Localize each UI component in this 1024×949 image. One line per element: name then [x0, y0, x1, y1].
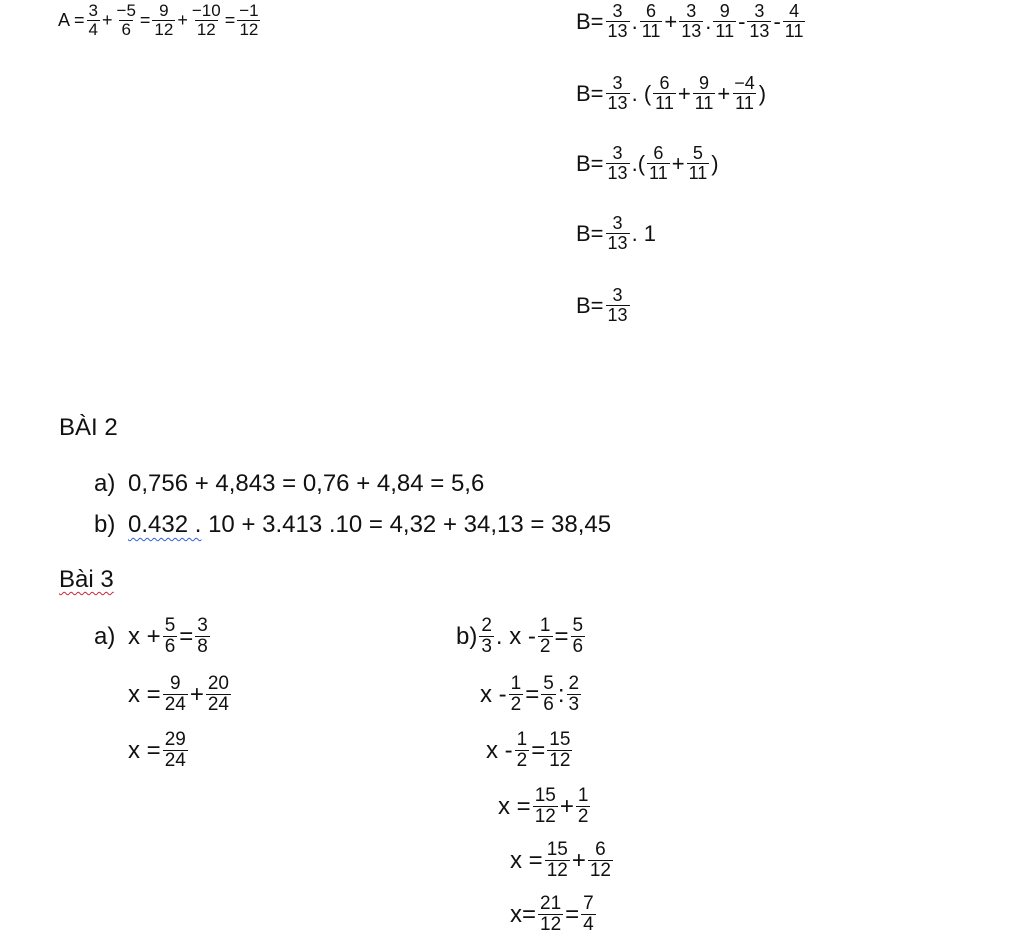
numerator: 5 — [543, 673, 554, 694]
fraction — [679, 2, 703, 42]
variable-text: x = — [128, 680, 161, 708]
variable-text: . x - — [495, 622, 536, 650]
numerator: 4 — [789, 1, 800, 21]
fraction — [163, 674, 188, 716]
denominator: 13 — [607, 92, 628, 113]
operator: + — [677, 80, 691, 106]
numerator: 21 — [540, 893, 562, 914]
bai3-b-line1 — [456, 616, 587, 658]
fraction — [152, 2, 175, 40]
fraction — [163, 616, 178, 658]
equation-b-line3 — [576, 144, 719, 184]
bai3-b-line2 — [480, 674, 583, 716]
bai3-heading — [59, 566, 114, 594]
numerator: 1 — [577, 785, 589, 806]
operator: = — [224, 10, 236, 31]
numerator: 3 — [686, 1, 697, 21]
operator: . — [705, 8, 712, 34]
denominator: 8 — [197, 635, 208, 657]
operator: . — [631, 150, 638, 176]
fraction — [606, 2, 630, 42]
b-prefix: B= — [576, 8, 604, 34]
numerator: 6 — [595, 839, 606, 860]
denominator: 2 — [577, 805, 589, 827]
open-paren: ( — [643, 80, 652, 106]
numerator: 7 — [583, 893, 594, 914]
bai2-item-a — [94, 470, 484, 498]
denominator: 13 — [607, 20, 628, 41]
b-prefix: B= — [576, 150, 604, 176]
numerator: 3 — [88, 1, 98, 20]
item-label: a) — [94, 622, 116, 650]
numerator: 3 — [197, 615, 208, 636]
item-text-underlined: 0.432 . — [128, 511, 202, 538]
a-prefix: A = — [58, 10, 85, 31]
numerator: 15 — [534, 785, 556, 806]
denominator: 11 — [649, 162, 668, 183]
fraction — [163, 730, 188, 772]
operator: + — [559, 792, 574, 820]
item-text: 10 + 3.413 .10 = 4,32 + 34,13 = 38,45 — [201, 511, 612, 538]
fraction — [547, 730, 572, 772]
denominator: 12 — [534, 805, 556, 827]
numerator: 5 — [572, 615, 584, 636]
denominator: 12 — [154, 19, 174, 39]
fraction — [479, 616, 494, 658]
operator: : — [557, 680, 565, 708]
denominator: 13 — [607, 304, 628, 325]
numerator: 5 — [164, 615, 176, 636]
b-prefix: B= — [576, 220, 604, 246]
operator: = — [139, 10, 151, 31]
operator: = — [525, 680, 540, 708]
variable-text: x = — [510, 846, 543, 874]
denominator: 4 — [88, 19, 98, 39]
fraction — [576, 786, 591, 828]
denominator: 6 — [543, 693, 554, 715]
fraction — [115, 2, 138, 40]
numerator: 2 — [481, 615, 492, 636]
bai3-a-line2 — [128, 674, 233, 716]
fraction — [190, 2, 223, 40]
denominator: 4 — [583, 913, 594, 935]
fraction — [567, 674, 582, 716]
operator: + — [189, 680, 204, 708]
fraction — [509, 674, 524, 716]
variable-text: x= — [510, 900, 537, 928]
fraction — [687, 144, 710, 184]
fraction — [195, 616, 210, 658]
fraction — [545, 840, 570, 882]
operator: + — [671, 150, 685, 176]
bai2-item-b — [94, 511, 611, 539]
bai2-heading: BÀI 2 — [59, 414, 118, 441]
fraction — [606, 74, 630, 114]
denominator: 11 — [715, 20, 735, 41]
denominator: 11 — [735, 92, 754, 113]
numerator: 6 — [653, 143, 664, 163]
variable-text: x + — [128, 622, 161, 650]
operator: + — [664, 8, 678, 34]
equation-b-line1 — [576, 2, 807, 42]
denominator: 13 — [607, 232, 628, 253]
denominator: 24 — [164, 749, 186, 771]
close-paren: ) — [758, 80, 767, 106]
fraction — [606, 286, 630, 326]
numerator: 2 — [568, 673, 580, 694]
denominator: 12 — [239, 19, 259, 39]
operator: + — [571, 846, 586, 874]
denominator: 6 — [572, 635, 584, 657]
numerator: 9 — [719, 1, 730, 21]
fraction — [713, 2, 736, 42]
numerator: 1 — [510, 673, 522, 694]
bai3-b-line5 — [510, 840, 615, 882]
denominator: 2 — [516, 749, 528, 771]
operator: - — [738, 8, 746, 34]
denominator: 3 — [481, 635, 492, 657]
fraction — [237, 2, 260, 40]
denominator: 12 — [549, 749, 571, 771]
operator: . — [631, 8, 638, 34]
numerator: 15 — [549, 729, 571, 750]
fraction — [647, 144, 670, 184]
operator: = — [179, 622, 194, 650]
denominator: 2 — [510, 693, 522, 715]
variable-text: x = — [128, 736, 161, 764]
bai3-b-line4 — [498, 786, 592, 828]
fraction — [640, 2, 663, 42]
denominator: 6 — [164, 635, 176, 657]
equation-b-line4 — [576, 214, 656, 254]
numerator: −5 — [116, 1, 136, 20]
numerator: 3 — [612, 213, 623, 233]
bai3-a-line3 — [128, 730, 190, 772]
item-label: b) — [456, 622, 478, 650]
denominator: 11 — [784, 20, 804, 41]
denominator: 6 — [121, 19, 131, 39]
numerator: 3 — [612, 143, 623, 163]
item-text: 0,756 + 4,843 = 0,76 + 4,84 = 5,6 — [128, 470, 485, 497]
fraction — [693, 74, 716, 114]
denominator: 3 — [568, 693, 580, 715]
numerator: −10 — [191, 1, 221, 20]
numerator: 9 — [169, 673, 181, 694]
denominator: 24 — [207, 693, 229, 715]
fraction — [581, 894, 596, 936]
open-paren: ( — [637, 150, 646, 176]
numerator: 3 — [612, 1, 623, 21]
fraction — [653, 74, 676, 114]
fraction — [206, 674, 231, 716]
bai3-b-line6 — [510, 894, 598, 936]
close-paren: ) — [711, 150, 719, 176]
operator: = — [531, 736, 546, 764]
fraction — [87, 2, 100, 40]
numerator: 9 — [159, 1, 169, 20]
numerator: −1 — [239, 1, 259, 20]
denominator: 11 — [694, 92, 714, 113]
denominator: 2 — [539, 635, 551, 657]
operator: . — [631, 80, 638, 106]
b-prefix: B= — [576, 292, 604, 318]
bai3-heading-text: Bài 3 — [59, 566, 114, 593]
numerator: 1 — [516, 729, 528, 750]
fraction — [571, 616, 586, 658]
equation-b-line2 — [576, 74, 766, 114]
fraction — [541, 674, 556, 716]
numerator: 9 — [699, 73, 710, 93]
fraction — [606, 214, 630, 254]
numerator: 5 — [692, 143, 703, 163]
denominator: 24 — [164, 693, 186, 715]
item-label: b) — [94, 511, 116, 538]
denominator: 13 — [607, 162, 628, 183]
variable-text: x - — [480, 680, 507, 708]
operator: - — [773, 8, 781, 34]
numerator: 3 — [612, 285, 623, 305]
numerator: −4 — [734, 73, 755, 93]
fraction — [732, 74, 757, 114]
fraction — [783, 2, 806, 42]
denominator: 12 — [196, 19, 216, 39]
denominator: 12 — [546, 859, 568, 881]
numerator: 20 — [207, 673, 229, 694]
variable-text: x = — [498, 792, 531, 820]
denominator: 11 — [641, 20, 661, 41]
numerator: 3 — [754, 1, 765, 21]
numerator: 6 — [646, 1, 657, 21]
fraction — [515, 730, 530, 772]
b-prefix: B= — [576, 80, 604, 106]
equation-b-line5 — [576, 286, 632, 326]
numerator: 3 — [612, 73, 623, 93]
denominator: 13 — [749, 20, 770, 41]
fraction — [606, 144, 630, 184]
numerator: 6 — [659, 73, 670, 93]
operator: = — [565, 900, 580, 928]
numerator: 29 — [164, 729, 186, 750]
operator: + — [102, 10, 113, 31]
fraction — [588, 840, 613, 882]
variable-text: x - — [486, 736, 513, 764]
denominator: 11 — [655, 92, 674, 113]
numerator: 15 — [546, 839, 568, 860]
fraction — [538, 894, 563, 936]
bai3-b-line3 — [486, 730, 574, 772]
fraction — [747, 2, 771, 42]
b-suffix: . 1 — [631, 220, 657, 246]
fraction — [533, 786, 558, 828]
operator: + — [177, 10, 188, 31]
operator: + — [717, 80, 731, 106]
equation-a — [58, 2, 263, 40]
denominator: 12 — [540, 913, 562, 935]
item-label: a) — [94, 470, 116, 497]
denominator: 13 — [681, 20, 702, 41]
denominator: 12 — [589, 859, 611, 881]
numerator: 1 — [539, 615, 551, 636]
denominator: 11 — [688, 162, 708, 183]
operator: = — [554, 622, 569, 650]
fraction — [538, 616, 553, 658]
bai3-a-line1 — [94, 616, 212, 658]
